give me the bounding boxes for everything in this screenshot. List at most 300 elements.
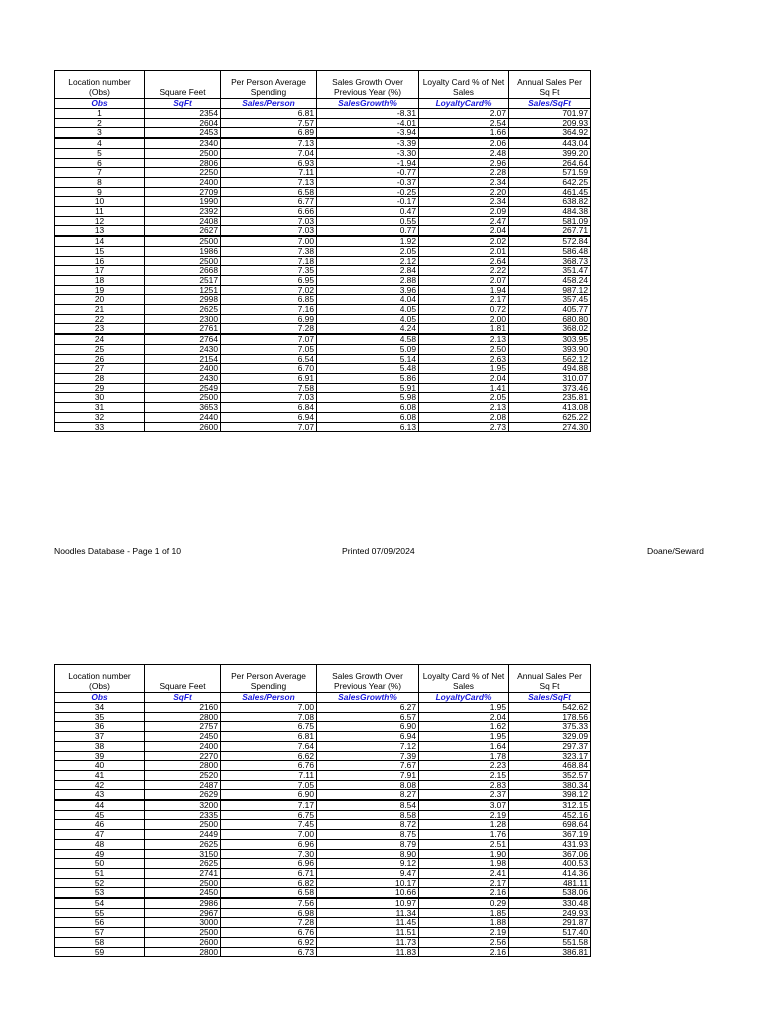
table-row [55, 364, 591, 374]
cell-sales-growth: 8.75 [317, 830, 419, 840]
cell-obs: 41 [55, 770, 145, 780]
cell-loyalty: 1.95 [419, 364, 509, 374]
cell-loyalty: 0.72 [419, 305, 509, 315]
cell-loyalty: 2.07 [419, 275, 509, 285]
cell-sales-person: 7.56 [221, 898, 317, 908]
cell-sales-sqft: 398.12 [509, 790, 591, 800]
cell-loyalty: 2.04 [419, 226, 509, 236]
cell-loyalty: 1.81 [419, 324, 509, 334]
cell-loyalty: 1.94 [419, 285, 509, 295]
cell-sales-person: 7.05 [221, 780, 317, 790]
cell-obs: 28 [55, 373, 145, 383]
table-row [55, 207, 591, 217]
cell-sales-growth: 4.04 [317, 295, 419, 305]
cell-sales-growth: 11.73 [317, 937, 419, 947]
cell-sales-growth: 5.09 [317, 344, 419, 354]
cell-sqft: 2335 [145, 810, 221, 820]
cell-obs: 18 [55, 275, 145, 285]
cell-obs: 53 [55, 888, 145, 898]
cell-obs: 20 [55, 295, 145, 305]
cell-sqft: 2757 [145, 722, 221, 732]
cell-sqft: 2549 [145, 383, 221, 393]
col-header-obs: Location number (Obs) [55, 665, 145, 693]
cell-loyalty: 2.54 [419, 118, 509, 128]
cell-sqft: 2668 [145, 266, 221, 276]
cell-obs: 1 [55, 109, 145, 119]
cell-sales-sqft: 468.84 [509, 761, 591, 771]
var-sqft: SqFt [145, 99, 221, 109]
variable-name-row [55, 693, 591, 703]
cell-sales-growth: 11.83 [317, 947, 419, 957]
cell-loyalty: 2.04 [419, 373, 509, 383]
cell-sales-sqft: 329.09 [509, 732, 591, 742]
cell-sales-growth: 2.05 [317, 246, 419, 256]
cell-sales-person: 6.82 [221, 878, 317, 888]
col-header-sales-sqft: Annual Sales Per Sq Ft [509, 71, 591, 99]
cell-obs: 37 [55, 732, 145, 742]
cell-sales-growth: 0.77 [317, 226, 419, 236]
cell-sqft: 2400 [145, 364, 221, 374]
table-row [55, 751, 591, 761]
cell-loyalty: 2.06 [419, 138, 509, 148]
cell-sales-sqft: 461.45 [509, 187, 591, 197]
cell-sales-person: 6.77 [221, 197, 317, 207]
col-header-sales-sqft: Annual Sales Per Sq Ft [509, 665, 591, 693]
cell-sales-sqft: 638.82 [509, 197, 591, 207]
cell-sales-person: 7.00 [221, 830, 317, 840]
cell-obs: 2 [55, 118, 145, 128]
var-obs: Obs [55, 99, 145, 109]
cell-loyalty: 1.90 [419, 849, 509, 859]
cell-sales-sqft: 443.04 [509, 138, 591, 148]
table-row [55, 314, 591, 324]
cell-obs: 51 [55, 868, 145, 878]
table-row [55, 790, 591, 800]
cell-sales-growth: 4.58 [317, 334, 419, 344]
cell-sales-person: 7.28 [221, 324, 317, 334]
cell-sales-growth: 9.47 [317, 868, 419, 878]
cell-sales-growth: 5.86 [317, 373, 419, 383]
cell-obs: 22 [55, 314, 145, 324]
table-row [55, 810, 591, 820]
cell-sales-person: 6.84 [221, 403, 317, 413]
cell-obs: 35 [55, 712, 145, 722]
table-row [55, 324, 591, 334]
cell-sales-growth: 5.48 [317, 364, 419, 374]
cell-obs: 45 [55, 810, 145, 820]
cell-sales-person: 6.71 [221, 868, 317, 878]
cell-sales-person: 7.28 [221, 918, 317, 928]
cell-sales-person: 7.30 [221, 849, 317, 859]
cell-obs: 16 [55, 256, 145, 266]
cell-sqft: 2450 [145, 732, 221, 742]
cell-sales-growth: 8.90 [317, 849, 419, 859]
cell-obs: 27 [55, 364, 145, 374]
cell-sales-sqft: 413.08 [509, 403, 591, 413]
cell-sales-person: 6.96 [221, 859, 317, 869]
table-row [55, 373, 591, 383]
cell-obs: 10 [55, 197, 145, 207]
cell-sales-growth: 6.94 [317, 732, 419, 742]
cell-loyalty: 1.64 [419, 741, 509, 751]
cell-sales-sqft: 323.17 [509, 751, 591, 761]
table-row [55, 226, 591, 236]
table-row [55, 216, 591, 226]
cell-sqft: 2629 [145, 790, 221, 800]
cell-loyalty: 1.78 [419, 751, 509, 761]
cell-sales-growth: 2.88 [317, 275, 419, 285]
cell-sqft: 2430 [145, 344, 221, 354]
cell-sales-person: 7.16 [221, 305, 317, 315]
col-header-obs: Location number (Obs) [55, 71, 145, 99]
table-row [55, 354, 591, 364]
cell-sales-person: 7.45 [221, 820, 317, 830]
cell-obs: 32 [55, 412, 145, 422]
cell-sales-person: 6.76 [221, 928, 317, 938]
footer-printed-date: Printed 07/09/2024 [342, 546, 415, 556]
col-header-sales-person: Per Person Average Spending [221, 665, 317, 693]
cell-obs: 58 [55, 937, 145, 947]
cell-sales-growth: 6.27 [317, 703, 419, 713]
cell-sqft: 2500 [145, 878, 221, 888]
cell-obs: 30 [55, 393, 145, 403]
cell-sales-growth: 4.05 [317, 314, 419, 324]
cell-sales-growth: 4.05 [317, 305, 419, 315]
table-row [55, 128, 591, 138]
col-header-sales-growth: Sales Growth Over Previous Year (%) [317, 71, 419, 99]
table-row [55, 898, 591, 908]
cell-sales-growth: -3.94 [317, 128, 419, 138]
cell-sqft: 3200 [145, 800, 221, 810]
cell-sales-growth: 8.72 [317, 820, 419, 830]
cell-sales-person: 7.00 [221, 703, 317, 713]
cell-obs: 59 [55, 947, 145, 957]
cell-sales-growth: 7.39 [317, 751, 419, 761]
cell-sales-sqft: 625.22 [509, 412, 591, 422]
cell-sales-growth: 6.08 [317, 412, 419, 422]
cell-loyalty: 2.83 [419, 780, 509, 790]
cell-obs: 13 [55, 226, 145, 236]
table-row [55, 256, 591, 266]
cell-sales-person: 7.13 [221, 177, 317, 187]
table-row [55, 177, 591, 187]
table-row [55, 937, 591, 947]
cell-obs: 29 [55, 383, 145, 393]
cell-obs: 40 [55, 761, 145, 771]
cell-sales-sqft: 458.24 [509, 275, 591, 285]
cell-obs: 44 [55, 800, 145, 810]
cell-sales-sqft: 373.46 [509, 383, 591, 393]
cell-sales-person: 6.76 [221, 761, 317, 771]
cell-sales-growth: 2.84 [317, 266, 419, 276]
data-table-page-2 [54, 664, 591, 957]
cell-loyalty: 2.13 [419, 334, 509, 344]
cell-sales-growth: 6.57 [317, 712, 419, 722]
cell-sales-sqft: 431.93 [509, 839, 591, 849]
cell-sqft: 2392 [145, 207, 221, 217]
cell-sales-sqft: 400.53 [509, 859, 591, 869]
table-row [55, 947, 591, 957]
cell-sales-sqft: 312.15 [509, 800, 591, 810]
column-header-row [55, 71, 591, 99]
cell-loyalty: 2.16 [419, 888, 509, 898]
cell-sales-sqft: 364.92 [509, 128, 591, 138]
cell-sqft: 2354 [145, 109, 221, 119]
cell-loyalty: 1.88 [419, 918, 509, 928]
cell-sales-growth: 10.17 [317, 878, 419, 888]
table-row [55, 839, 591, 849]
cell-obs: 15 [55, 246, 145, 256]
cell-loyalty: 2.37 [419, 790, 509, 800]
cell-sales-sqft: 399.20 [509, 148, 591, 158]
cell-loyalty: 2.13 [419, 403, 509, 413]
cell-obs: 24 [55, 334, 145, 344]
cell-sales-person: 6.75 [221, 722, 317, 732]
table-row [55, 703, 591, 713]
cell-sales-sqft: 264.64 [509, 158, 591, 168]
cell-sales-sqft: 452.16 [509, 810, 591, 820]
cell-sales-sqft: 267.71 [509, 226, 591, 236]
cell-sales-growth: 11.34 [317, 908, 419, 918]
cell-obs: 4 [55, 138, 145, 148]
cell-sqft: 2800 [145, 761, 221, 771]
cell-sales-person: 6.96 [221, 839, 317, 849]
cell-sales-growth: 8.27 [317, 790, 419, 800]
table-body-page-2 [55, 703, 591, 957]
cell-loyalty: 2.05 [419, 393, 509, 403]
cell-sales-person: 7.58 [221, 383, 317, 393]
cell-sales-sqft: 701.97 [509, 109, 591, 119]
cell-obs: 39 [55, 751, 145, 761]
cell-sales-sqft: 178.56 [509, 712, 591, 722]
cell-loyalty: 1.85 [419, 908, 509, 918]
var-loyalty: LoyaltyCard% [419, 99, 509, 109]
cell-obs: 31 [55, 403, 145, 413]
cell-sales-growth: 6.08 [317, 403, 419, 413]
cell-sales-sqft: 357.45 [509, 295, 591, 305]
cell-sales-sqft: 368.02 [509, 324, 591, 334]
table-row [55, 118, 591, 128]
cell-sqft: 2500 [145, 820, 221, 830]
cell-sqft: 2500 [145, 393, 221, 403]
cell-loyalty: 2.51 [419, 839, 509, 849]
cell-sqft: 2400 [145, 741, 221, 751]
cell-obs: 50 [55, 859, 145, 869]
cell-sales-person: 7.03 [221, 393, 317, 403]
cell-obs: 12 [55, 216, 145, 226]
cell-loyalty: 2.17 [419, 878, 509, 888]
table-body-page-1 [55, 109, 591, 432]
cell-sales-person: 6.58 [221, 187, 317, 197]
cell-sales-person: 6.94 [221, 412, 317, 422]
cell-sales-sqft: 367.19 [509, 830, 591, 840]
cell-sales-sqft: 310.07 [509, 373, 591, 383]
cell-obs: 47 [55, 830, 145, 840]
cell-sqft: 3653 [145, 403, 221, 413]
cell-sqft: 2998 [145, 295, 221, 305]
cell-sqft: 2340 [145, 138, 221, 148]
table-row [55, 722, 591, 732]
cell-sales-growth: 1.92 [317, 236, 419, 246]
table-row [55, 849, 591, 859]
cell-sqft: 2487 [145, 780, 221, 790]
cell-sales-person: 7.02 [221, 285, 317, 295]
cell-sales-sqft: 352.57 [509, 770, 591, 780]
cell-obs: 33 [55, 422, 145, 432]
table-row [55, 138, 591, 148]
cell-sales-sqft: 680.80 [509, 314, 591, 324]
cell-sqft: 2625 [145, 305, 221, 315]
cell-loyalty: 2.63 [419, 354, 509, 364]
cell-sales-sqft: 572.84 [509, 236, 591, 246]
cell-loyalty: 2.34 [419, 177, 509, 187]
cell-sales-growth: -4.01 [317, 118, 419, 128]
cell-sqft: 3000 [145, 918, 221, 928]
var-sales-growth: SalesGrowth% [317, 99, 419, 109]
table-row [55, 148, 591, 158]
cell-sales-growth: 11.51 [317, 928, 419, 938]
cell-sales-sqft: 581.09 [509, 216, 591, 226]
cell-loyalty: 2.07 [419, 109, 509, 119]
cell-sqft: 2160 [145, 703, 221, 713]
cell-sales-growth: -3.30 [317, 148, 419, 158]
cell-obs: 57 [55, 928, 145, 938]
cell-obs: 14 [55, 236, 145, 246]
cell-sales-sqft: 209.93 [509, 118, 591, 128]
cell-sales-person: 6.90 [221, 790, 317, 800]
cell-obs: 25 [55, 344, 145, 354]
cell-sales-growth: 7.91 [317, 770, 419, 780]
cell-loyalty: 2.47 [419, 216, 509, 226]
cell-obs: 19 [55, 285, 145, 295]
table-row [55, 859, 591, 869]
cell-sales-person: 6.98 [221, 908, 317, 918]
cell-sales-person: 6.81 [221, 109, 317, 119]
cell-sales-sqft: 562.12 [509, 354, 591, 364]
cell-sales-sqft: 351.47 [509, 266, 591, 276]
cell-sales-growth: -0.77 [317, 168, 419, 178]
cell-loyalty: 2.19 [419, 928, 509, 938]
cell-sales-sqft: 405.77 [509, 305, 591, 315]
cell-sqft: 2430 [145, 373, 221, 383]
cell-sales-sqft: 235.81 [509, 393, 591, 403]
cell-loyalty: 2.01 [419, 246, 509, 256]
cell-sales-growth: 8.08 [317, 780, 419, 790]
cell-sales-sqft: 642.25 [509, 177, 591, 187]
cell-loyalty: 2.08 [419, 412, 509, 422]
table-row [55, 187, 591, 197]
cell-loyalty: 2.20 [419, 187, 509, 197]
cell-sales-growth: -0.25 [317, 187, 419, 197]
table-row [55, 334, 591, 344]
cell-obs: 6 [55, 158, 145, 168]
cell-sqft: 2408 [145, 216, 221, 226]
cell-loyalty: 1.98 [419, 859, 509, 869]
cell-sales-growth: -1.94 [317, 158, 419, 168]
cell-sqft: 2800 [145, 712, 221, 722]
cell-obs: 7 [55, 168, 145, 178]
var-sales-growth: SalesGrowth% [317, 693, 419, 703]
cell-sales-person: 7.07 [221, 334, 317, 344]
cell-sales-person: 7.00 [221, 236, 317, 246]
table-row [55, 305, 591, 315]
cell-sales-sqft: 297.37 [509, 741, 591, 751]
cell-obs: 56 [55, 918, 145, 928]
table-row [55, 712, 591, 722]
cell-obs: 11 [55, 207, 145, 217]
cell-loyalty: 2.23 [419, 761, 509, 771]
cell-sales-person: 7.13 [221, 138, 317, 148]
cell-sqft: 2300 [145, 314, 221, 324]
cell-sales-growth: 8.58 [317, 810, 419, 820]
cell-sales-sqft: 393.90 [509, 344, 591, 354]
cell-sales-growth: 9.12 [317, 859, 419, 869]
table-row [55, 918, 591, 928]
cell-sqft: 1986 [145, 246, 221, 256]
cell-loyalty: 2.22 [419, 266, 509, 276]
table-row [55, 878, 591, 888]
cell-sales-person: 7.64 [221, 741, 317, 751]
cell-loyalty: 2.56 [419, 937, 509, 947]
cell-sales-sqft: 291.87 [509, 918, 591, 928]
cell-sales-person: 6.54 [221, 354, 317, 364]
table-row [55, 275, 591, 285]
cell-obs: 21 [55, 305, 145, 315]
cell-sales-person: 7.18 [221, 256, 317, 266]
cell-loyalty: 2.34 [419, 197, 509, 207]
cell-sales-person: 7.38 [221, 246, 317, 256]
cell-sales-growth: 3.96 [317, 285, 419, 295]
cell-loyalty: 1.95 [419, 703, 509, 713]
cell-obs: 52 [55, 878, 145, 888]
col-header-loyalty: Loyalty Card % of Net Sales [419, 665, 509, 693]
cell-sqft: 2440 [145, 412, 221, 422]
cell-obs: 48 [55, 839, 145, 849]
table-row [55, 168, 591, 178]
cell-loyalty: 1.41 [419, 383, 509, 393]
col-header-sqft: Square Feet [145, 665, 221, 693]
cell-sales-sqft: 330.48 [509, 898, 591, 908]
cell-sales-growth: 8.54 [317, 800, 419, 810]
cell-sqft: 2500 [145, 928, 221, 938]
cell-obs: 9 [55, 187, 145, 197]
var-sqft: SqFt [145, 693, 221, 703]
table-row [55, 393, 591, 403]
cell-obs: 43 [55, 790, 145, 800]
cell-obs: 38 [55, 741, 145, 751]
table-row [55, 908, 591, 918]
cell-sales-person: 6.62 [221, 751, 317, 761]
variable-name-row [55, 99, 591, 109]
cell-loyalty: 1.62 [419, 722, 509, 732]
table-row [55, 830, 591, 840]
table-row [55, 820, 591, 830]
cell-sales-growth: 8.79 [317, 839, 419, 849]
cell-loyalty: 2.64 [419, 256, 509, 266]
cell-obs: 34 [55, 703, 145, 713]
cell-sqft: 2500 [145, 148, 221, 158]
var-sales-sqft: Sales/SqFt [509, 99, 591, 109]
cell-obs: 55 [55, 908, 145, 918]
cell-sales-person: 7.05 [221, 344, 317, 354]
table-row [55, 236, 591, 246]
table-row [55, 285, 591, 295]
cell-sales-growth: 7.67 [317, 761, 419, 771]
cell-sales-person: 6.99 [221, 314, 317, 324]
cell-sales-sqft: 375.33 [509, 722, 591, 732]
cell-sqft: 2806 [145, 158, 221, 168]
cell-obs: 49 [55, 849, 145, 859]
